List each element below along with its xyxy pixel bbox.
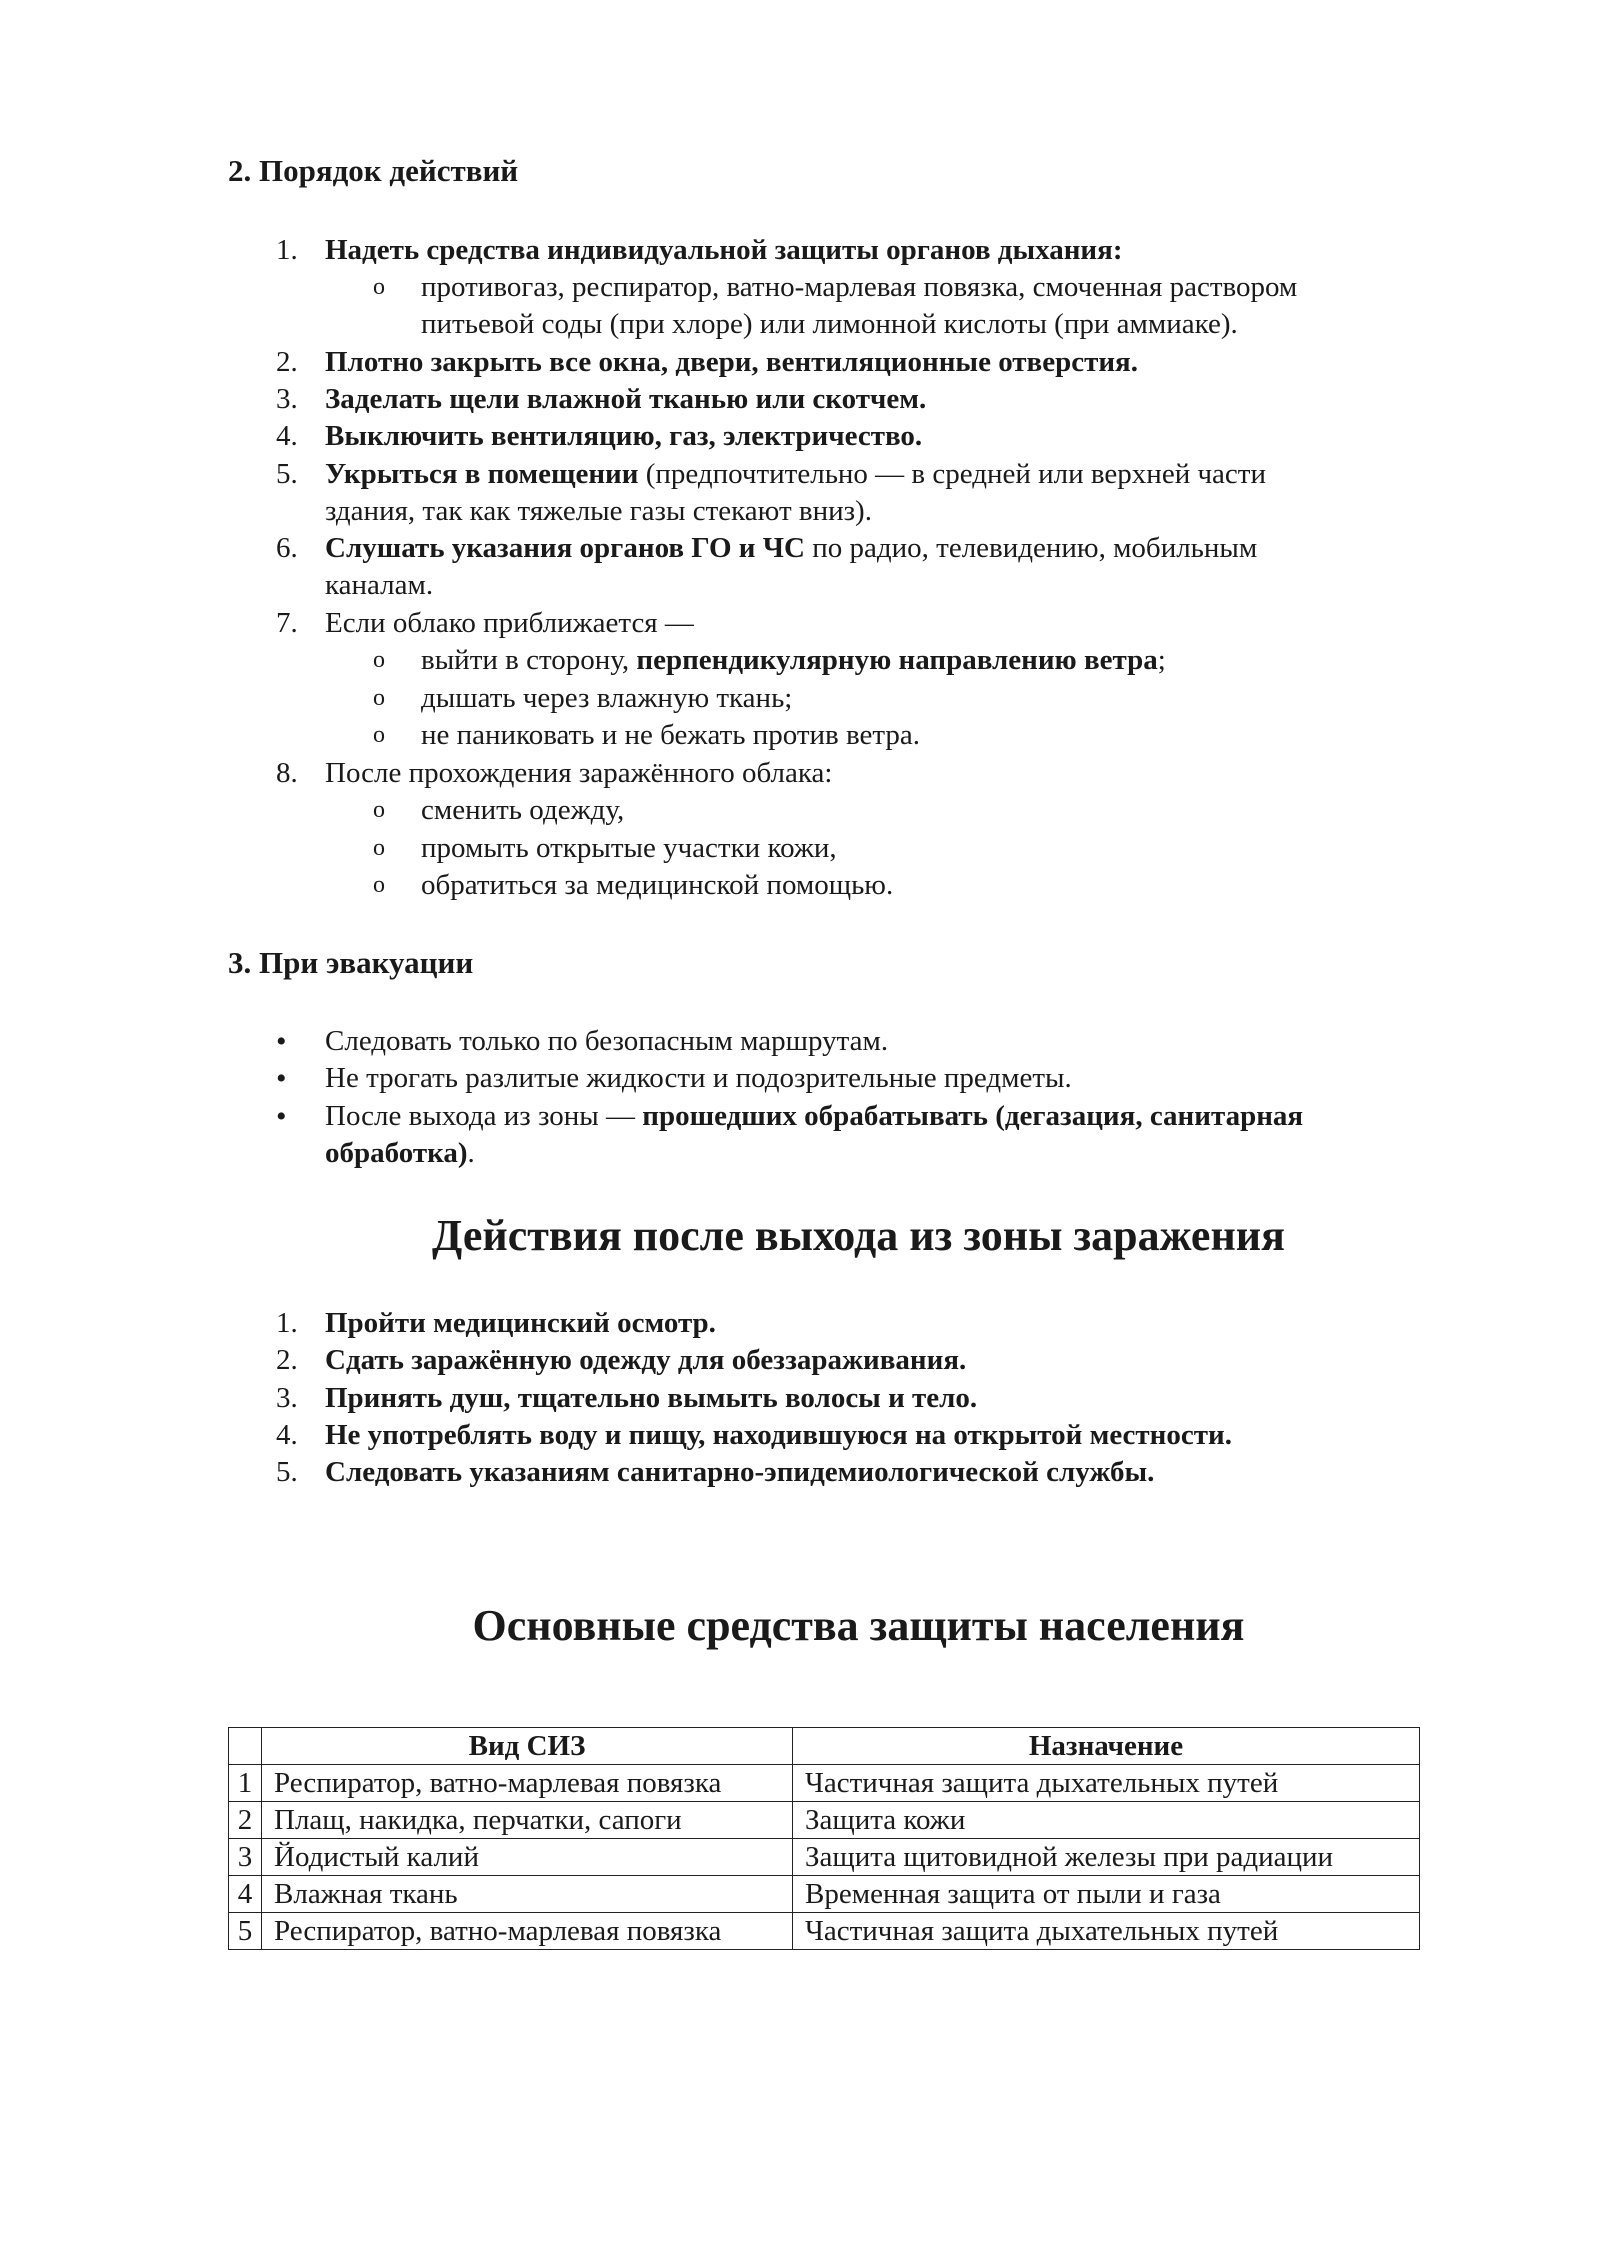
sub-item-bold: перпендикулярную направлению ветра [636,644,1158,676]
sub-item-text: не паниковать и не бежать против ветра. [421,719,921,751]
bullet: • [276,1100,287,1133]
sub-bullet: o [373,722,385,748]
table-row [229,1839,1420,1876]
list-number: 5. [276,1456,298,1488]
bullet: • [276,1025,287,1058]
cell-purpose: Временная защита от пыли и газа [793,1876,1420,1913]
row-number: 1 [229,1765,262,1802]
row-number: 2 [229,1802,262,1839]
bullet-item-text: . [467,1137,475,1169]
sub-bullet: o [373,685,385,711]
list-number: 1. [276,1307,298,1339]
cell-type: Респиратор, ватно-марлевая повязка [262,1765,793,1802]
table-header-row [229,1728,1420,1765]
section-2-heading: 2. Порядок действий [228,153,519,188]
list-item-text: Принять душ, тщательно вымыть волосы и тело. [325,1382,978,1414]
list-number: 2. [276,346,298,378]
list-item-text: каналам. [325,569,434,601]
list-item-bold: Укрыться в помещении [325,458,639,490]
bullet-item-text: После выхода из зоны — [325,1100,643,1132]
list-number: 4. [276,420,298,452]
cell-type: Влажная ткань [262,1876,793,1913]
list-item-text: по радио, телевидению, мобильным [804,532,1258,564]
table-row [229,1765,1420,1802]
sub-bullet: o [373,274,385,300]
cell-type: Респиратор, ватно-марлевая повязка [262,1913,793,1950]
list-number: 2. [276,1344,298,1376]
list-item-text: После прохождения заражённого облака: [325,757,833,789]
sub-bullet: o [373,872,385,898]
bullet-item-text: Следовать только по безопасным маршрутам. [325,1025,889,1057]
list-item-text: Плотно закрыть все окна, двери, вентиляционные отверстия. [325,346,1138,378]
after-exit-heading: Действия после выхода из зоны заражения [432,1211,1285,1260]
list-number: 6. [276,532,298,564]
row-number: 4 [229,1876,262,1913]
bullet: • [276,1062,287,1095]
sub-item-text: промыть открытые участки кожи, [421,832,837,864]
list-item-text: Выключить вентиляцию, газ, электричество. [325,420,923,452]
list-item-text: Не употреблять воду и пищу, находившуюся на открытой местности. [325,1419,1232,1451]
list-number: 8. [276,757,298,789]
list-number: 4. [276,1419,298,1451]
sub-item-text: сменить одежду, [421,794,625,826]
cell-type: Плащ, накидка, перчатки, сапоги [262,1802,793,1839]
bullet-item-text: Не трогать разлитые жидкости и подозрительные предметы. [325,1062,1072,1094]
sub-bullet: o [373,835,385,861]
column-header-number [229,1728,262,1765]
sub-item-text: обратиться за медицинской помощью. [421,869,894,901]
cell-purpose: Защита щитовидной железы при радиации [793,1839,1420,1876]
list-item-text: Надеть средства индивидуальной защиты органов дыхания: [325,234,1123,266]
bullet-item-bold: прошедших обрабатывать (дегазация, санитарная [642,1100,1304,1132]
section-3-heading: 3. При эвакуации [228,945,474,980]
sub-item-text: питьевой соды (при хлоре) или лимонной кислоты (при аммиаке). [421,308,1238,340]
list-item-text: Следовать указаниям санитарно-эпидемиологической службы. [325,1456,1155,1488]
cell-purpose: Частичная защита дыхательных путей [793,1765,1420,1802]
cell-purpose: Частичная защита дыхательных путей [793,1913,1420,1950]
list-number: 5. [276,458,298,490]
sub-bullet: o [373,797,385,823]
list-number: 3. [276,383,298,415]
cell-type: Йодистый калий [262,1839,793,1876]
list-number: 1. [276,234,298,266]
column-header-type: Вид СИЗ [262,1728,793,1765]
list-item-text: Заделать щели влажной тканью или скотчем. [325,383,927,415]
list-item-text: (предпочтительно — в средней или верхней части [638,458,1266,490]
table-row [229,1802,1420,1839]
cell-purpose: Защита кожи [793,1802,1420,1839]
list-item-text: здания, так как тяжелые газы стекают вниз). [325,495,872,527]
list-item-bold: Слушать указания органов ГО и ЧС [325,532,805,564]
sub-item-text: ; [1157,644,1166,676]
list-item-text: Сдать заражённую одежду для обеззараживания. [325,1344,967,1376]
table-row [229,1876,1420,1913]
row-number: 5 [229,1913,262,1950]
list-item-text: Если облако приближается — [325,607,694,639]
protection-table [228,1727,1420,1950]
bullet-item-bold: обработка) [325,1137,468,1169]
row-number: 3 [229,1839,262,1876]
sub-bullet: o [373,647,385,673]
column-header-purpose: Назначение [793,1728,1420,1765]
sub-item-text: дышать через влажную ткань; [421,682,793,714]
protection-heading: Основные средства защиты населения [472,1601,1245,1650]
sub-item-text: выйти в сторону, [421,644,637,676]
list-item-text: Пройти медицинский осмотр. [325,1307,716,1339]
list-number: 7. [276,607,298,639]
list-number: 3. [276,1382,298,1414]
sub-item-text: противогаз, респиратор, ватно-марлевая повязка, смоченная раствором [421,271,1298,303]
table-row [229,1913,1420,1950]
